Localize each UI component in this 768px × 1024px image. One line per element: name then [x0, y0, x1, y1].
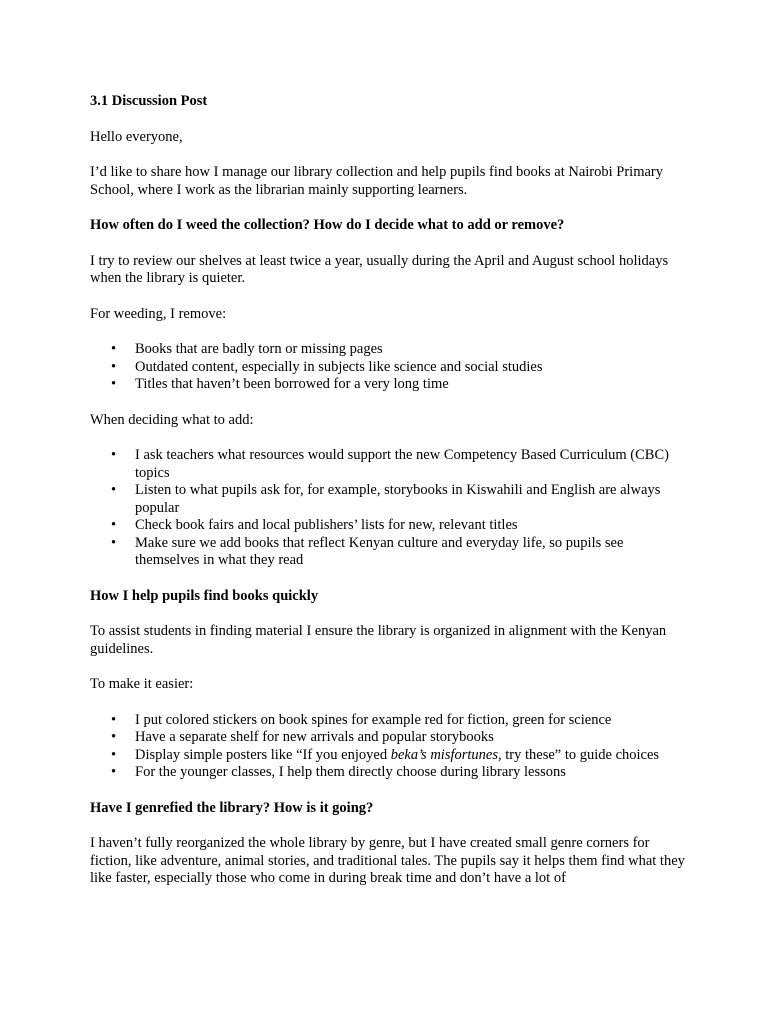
bullet-icon: •: [111, 482, 117, 498]
list-item: [90, 517, 690, 535]
bullet-icon: •: [111, 534, 117, 551]
list-item: [90, 747, 690, 765]
bullet-icon: •: [111, 517, 117, 533]
list-item: [90, 729, 690, 747]
list-item-text: Books that are badly torn or missing pages: [135, 341, 383, 357]
bullet-icon: •: [111, 729, 117, 745]
bullet-icon: •: [111, 358, 117, 375]
bullet-icon: •: [111, 341, 117, 357]
list-item-text: Titles that haven’t been borrowed for a very long time: [135, 376, 449, 392]
list-item: [90, 359, 690, 377]
list-item: [90, 712, 690, 730]
list-item-text-start: Display simple posters like “If you enjoyed: [135, 746, 391, 763]
bullet-icon: •: [111, 746, 117, 763]
list-item-text: Check book fairs and local publishers’ lists for new, relevant titles: [135, 517, 518, 533]
list-item-text: Outdated content, especially in subjects like science and social studies: [135, 358, 543, 375]
book-title-italic: beka’s misfortunes: [390, 746, 498, 763]
list-item: [90, 447, 690, 482]
finding-list: [90, 712, 690, 782]
list-item: [90, 764, 690, 782]
section3-paragraph: I haven’t fully reorganized the whole library by genre, but I have created small genre corners for fiction, like adventure, animal stories, and traditional tales. The pupils say it helps them find what they like faster, especially those who come in during break time and don’t have a lot of: [90, 835, 685, 886]
list-item: [90, 341, 690, 359]
weeding-list: [90, 341, 690, 394]
adding-intro: When deciding what to add:: [90, 411, 254, 428]
adding-list: [90, 447, 690, 570]
list-item: [90, 482, 690, 517]
weeding-intro: For weeding, I remove:: [90, 305, 227, 322]
list-item: [90, 535, 690, 570]
section3-heading: Have I genrefied the library? How is it going?: [90, 799, 374, 816]
bullet-icon: •: [111, 764, 117, 780]
list-item-text: For the younger classes, I help them directly choose during library lessons: [135, 764, 566, 780]
list-item-text: I put colored stickers on book spines for example red for fiction, green for science: [135, 711, 612, 728]
document-title: 3.1 Discussion Post: [90, 93, 208, 109]
list-item-text: Make sure we add books that reflect Kenyan culture and everyday life, so pupils see themselves in what they read: [135, 534, 624, 568]
easier-intro: To make it easier:: [90, 676, 194, 692]
bullet-icon: •: [111, 447, 117, 463]
list-item-text: Listen to what pupils ask for, for example, storybooks in Kiswahili and English are always popular: [135, 482, 661, 516]
section1-heading: How often do I weed the collection? How do I decide what to add or remove?: [90, 217, 565, 233]
list-item-text: I ask teachers what resources would support the new Competency Based Curriculum (CBC) topics: [135, 447, 669, 481]
section1-paragraph: I try to review our shelves at least twice a year, usually during the April and August school holidays when the library is quieter.: [90, 252, 669, 286]
document-page: [90, 93, 690, 888]
intro-paragraph: I’d like to share how I manage our library collection and help pupils find books at Nairobi Primary School, where I work as the librarian mainly supporting learners.: [90, 164, 664, 198]
bullet-icon: •: [111, 376, 117, 392]
list-item-text: Have a separate shelf for new arrivals and popular storybooks: [135, 729, 494, 745]
bullet-icon: •: [111, 711, 117, 728]
list-item: [90, 376, 690, 394]
section2-paragraph: To assist students in finding material I ensure the library is organized in alignment with the Kenyan guidelines.: [90, 623, 667, 657]
list-item-text-end: , try these” to guide choices: [498, 746, 660, 763]
greeting: Hello everyone,: [90, 128, 183, 145]
section2-heading: How I help pupils find books quickly: [90, 587, 319, 604]
